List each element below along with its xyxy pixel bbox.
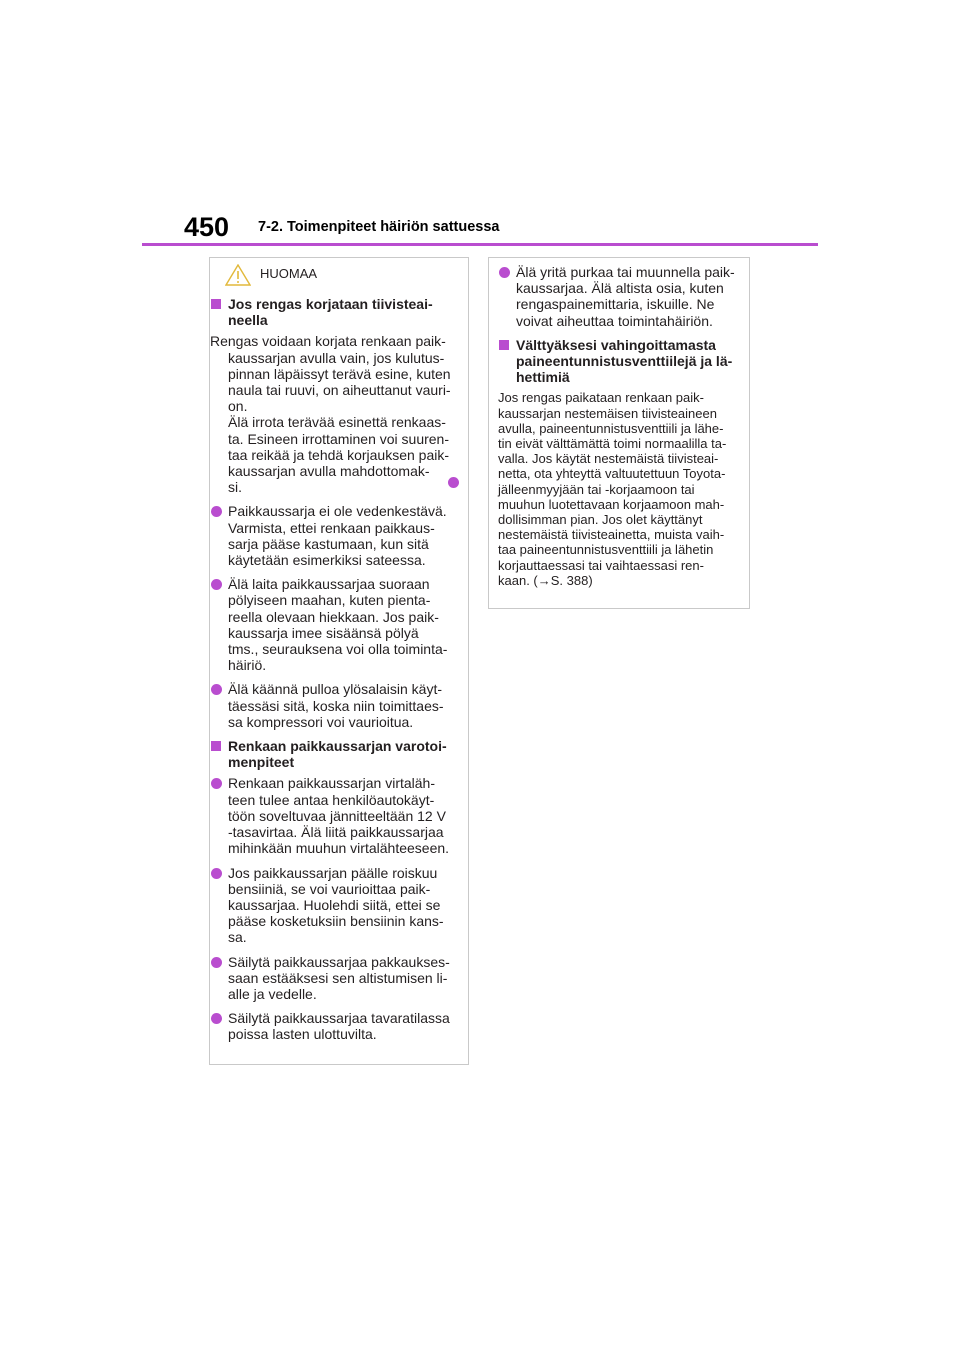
- round-bullet-icon: [211, 868, 222, 879]
- paragraph-repair-sealant: Rengas voidaan korjata renkaan paik- kaussarjan avulla vain, jos kulutus- pinnan läpäissyt terävä esine, kuten naula tai ruuvi, on aiheuttanut vauri- on. Älä irrota terävää esinettä renkaas- ta. Esineen irrottaminen voi suuren- taa reikää ja tehdä korjauksen paik- kaussarjan avulla mahdottomak- si.: [210, 333, 451, 496]
- section-title: 7-2. Toimenpiteet häiriön sattuessa: [258, 219, 500, 235]
- list-item: Säilytä paikkaussarjaa pakkaukses- saan estääksesi sen altistumisen li- alle ja vedelle.: [210, 954, 458, 1003]
- round-bullet-icon: [211, 778, 222, 789]
- subheading-repair-sealant: Jos rengas korjataan tiivisteai- neella: [210, 296, 458, 328]
- list-item: Älä käännä pulloa ylösalaisin käyt- täessäsi sitä, koska niin toimittaes- sa kompressori voi vaurioitua.: [210, 681, 458, 730]
- notice-header: [210, 258, 458, 296]
- square-bullet-icon: [211, 299, 221, 309]
- notice-label: HUOMAA: [260, 266, 318, 281]
- paragraph-sensor-protection: Jos rengas paikataan renkaan paik- kaussarjan nestemäisen tiivisteaineen avulla, paineentunnistusventtiili ja lähe- tin eivät välttämättä toimi normaalilla ta- valla. Jos käytät nestemäistä tiivisteai- netta, ota yhteyttä valtuutettuun Toyota- jälleenmyyjään tai -korjaamoon tai muuhun luotettavaan korjaamoon mah- dollisimman pian. Jos olet käyttänyt nestemäistä tiivisteainetta, muista vaih- taa paineentunnistusventtiili ja lähetin korjauttaessasi tai vaihtaessasi ren- kaan. (→S. 388): [498, 390, 727, 588]
- warning-triangle-icon: [225, 264, 251, 286]
- list-item: Älä yritä purkaa tai muunnella paik- kaussarjaa. Älä altista osia, kuten rengaspainemittaria, iskuille. Ne voivat aiheuttaa toimintahäiriön.: [498, 264, 739, 329]
- round-bullet-icon: [211, 957, 222, 968]
- list-item: Säilytä paikkaussarjaa tavaratilassa poissa lasten ulottuvilta.: [210, 1010, 458, 1042]
- continuation-mark-icon: [448, 477, 459, 488]
- list-item: Paikkaussarja ei ole vedenkestävä. Varmista, ettei renkaan paikkaus- sarja pääse kastumaan, kun sitä käytetään esimerkiksi sateessa.: [210, 503, 458, 568]
- list-item: Älä laita paikkaussarjaa suoraan pölyiseen maahan, kuten pienta- reella olevaan hiekkaan. Jos paik- kaussarja imee sisäänsä pölyä tms., seurauksena voi olla toiminta- häiriö.: [210, 576, 458, 673]
- round-bullet-icon: [211, 579, 222, 590]
- notice-box-left: [209, 257, 469, 1065]
- subheading-kit-precautions: Renkaan paikkaussarjan varotoi- menpiteet: [210, 738, 458, 770]
- notice-box-right: [488, 257, 750, 609]
- page-number: 450: [184, 212, 230, 242]
- round-bullet-icon: [211, 1013, 222, 1024]
- list-item: Renkaan paikkaussarjan virtaläh- teen tulee antaa henkilöautokäyt- töön soveltuvaa jännitteeltään 12 V -tasavirtaa. Älä liitä paikkaussarjaa mihinkään muuhun virtalähteeseen.: [210, 775, 458, 856]
- list-item: Jos paikkaussarjan päälle roiskuu bensiiniä, se voi vaurioittaa paik- kaussarjaa. Huolehdi siitä, ettei se pääse kosketuksiin bensiinin kans- sa.: [210, 865, 458, 946]
- round-bullet-icon: [211, 684, 222, 695]
- square-bullet-icon: [211, 741, 221, 751]
- round-bullet-icon: [211, 506, 222, 517]
- round-bullet-icon: [499, 267, 510, 278]
- square-bullet-icon: [499, 340, 509, 350]
- header-rule: [142, 243, 818, 246]
- subheading-sensor-protection: Välttyäksesi vahingoittamasta paineentunnistusventtiilejä ja lä- hettimiä: [498, 337, 739, 386]
